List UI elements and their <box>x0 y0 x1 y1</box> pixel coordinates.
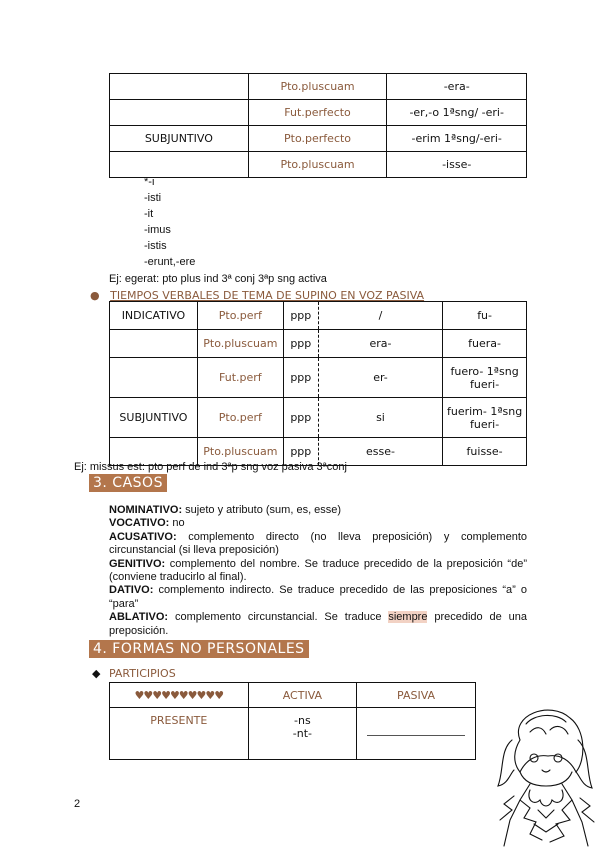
table-row <box>110 358 527 398</box>
section-heading-casos: 3. CASOS <box>89 474 167 492</box>
aux-cell <box>443 302 527 330</box>
table-row <box>110 74 527 100</box>
ppp-cell: ppp <box>283 398 318 438</box>
aux-line: fuisse- <box>466 445 503 458</box>
table-row <box>110 302 527 330</box>
casos-list <box>109 504 527 638</box>
caso-term: DATIVO: <box>109 584 154 597</box>
list-item: -imus <box>144 224 171 236</box>
caso-term: VOCATIVO: <box>109 517 170 530</box>
table-row <box>110 100 527 126</box>
ending-cell: -era- <box>387 74 527 100</box>
table-row <box>110 708 476 760</box>
ending-line: -ns <box>294 714 311 727</box>
aux-cell <box>443 358 527 398</box>
ppp-cell: ppp <box>283 358 318 398</box>
ending-cell: -erim 1ªsng/-eri- <box>387 126 527 152</box>
caso-acusativo <box>109 531 527 558</box>
caso-term: ABLATIVO: <box>109 611 169 624</box>
aux-line: fuera- <box>468 337 502 350</box>
table-row <box>110 398 527 438</box>
caso-ablativo <box>109 611 527 638</box>
participles-table <box>109 682 476 760</box>
tense-cell: Pto.pluscuam <box>197 330 283 358</box>
table-row <box>110 330 527 358</box>
list-item: -istis <box>144 240 167 252</box>
aux-cell <box>443 438 527 466</box>
tense-cell: Pto.pluscuam <box>248 152 387 178</box>
mood-cell: SUBJUNTIVO <box>110 398 198 438</box>
mood-cell <box>110 74 249 100</box>
mood-cell <box>110 152 249 178</box>
list-item: -isti <box>144 192 162 204</box>
mood-cell: SUBJUNTIVO <box>110 126 249 152</box>
hearts-header: ♥♥♥♥♥♥♥♥♥♥ <box>110 683 249 708</box>
caso-genitivo <box>109 558 527 585</box>
caso-desc: complemento circunstancial. Se traduce <box>168 611 389 624</box>
passive-supine-table <box>109 301 527 466</box>
aux-line: fueri- <box>470 377 500 391</box>
tense-cell: Pto.pluscuam <box>197 438 283 466</box>
aux-line: fu- <box>477 309 493 322</box>
caso-desc: complemento directo (no lleva preposición) y complemento circunstancial (si lleva preposición) <box>109 530 527 557</box>
bullet-item <box>92 667 176 680</box>
caso-dativo <box>109 584 527 611</box>
ppp-cell: ppp <box>283 330 318 358</box>
tense-cell: Pto.perfecto <box>248 126 387 152</box>
ppp-cell: ppp <box>283 302 318 330</box>
activa-cell <box>248 708 357 760</box>
list-item: -it <box>144 208 154 220</box>
example-text: Ej: egerat: pto plus ind 3ª conj 3ªp sng activa <box>109 273 327 285</box>
caso-desc: no <box>169 517 185 530</box>
caso-desc: precedido de una preposición. <box>109 611 527 637</box>
aux-cell <box>443 330 527 358</box>
caso-nominativo <box>109 504 527 517</box>
ending-cell: er- <box>318 358 442 398</box>
anime-girl-doodle-illustration <box>490 700 598 848</box>
table-row <box>110 126 527 152</box>
caso-desc: complemento indirecto. Se traduce precedido de las preposiciones “a” o “para” <box>109 584 527 610</box>
tense-cell: Pto.pluscuam <box>248 74 387 100</box>
list-item: -erunt,-ere <box>144 256 196 268</box>
caso-term: NOMINATIVO: <box>109 504 183 516</box>
ending-cell: / <box>318 302 442 330</box>
activa-header: ACTIVA <box>248 683 357 708</box>
subjunctive-table <box>109 73 527 178</box>
table-row <box>110 152 527 178</box>
ending-cell: -er,-o 1ªsng/ -eri- <box>387 100 527 126</box>
ending-cell: era- <box>318 330 442 358</box>
mood-cell <box>110 100 249 126</box>
ending-cell: -isse- <box>387 152 527 178</box>
bullet-heading: PARTICIPIOS <box>108 667 176 680</box>
tense-cell: Fut.perf <box>197 358 283 398</box>
ending-line: -nt- <box>292 727 312 740</box>
diamond-bullet-icon: ◆ <box>92 667 101 680</box>
pasiva-header: PASIVA <box>357 683 476 708</box>
aux-cell <box>443 398 527 438</box>
mood-cell <box>110 358 198 398</box>
caso-vocativo <box>109 517 527 530</box>
caso-term: GENITIVO: <box>109 557 166 570</box>
tense-cell: Pto.perf <box>197 398 283 438</box>
pasiva-cell <box>357 708 476 760</box>
blank-line <box>367 731 465 736</box>
ending-cell: si <box>318 398 442 438</box>
ppp-cell: ppp <box>283 438 318 466</box>
bullet-heading: TIEMPOS VERBALES DE TEMA DE SUPINO EN VOZ PASIVA <box>110 289 425 302</box>
bullet-dot-icon: ● <box>90 289 100 302</box>
caso-desc: sujeto y atributo (sum, es, esse) <box>182 504 342 516</box>
highlighted-word: siempre <box>388 611 428 624</box>
caso-term: ACUSATIVO: <box>109 530 177 543</box>
aux-line: fuerim- 1ªsng <box>446 404 523 418</box>
ending-cell: esse- <box>318 438 442 466</box>
tense-cell: Fut.perfecto <box>248 100 387 126</box>
aux-line: fueri- <box>470 417 500 431</box>
table-header-row <box>110 683 476 708</box>
mood-cell: INDICATIVO <box>110 302 198 330</box>
list-item: *-i <box>144 176 155 188</box>
section-heading-formas: 4. FORMAS NO PERSONALES <box>89 640 309 658</box>
caso-desc: complemento del nombre. Se traduce precedido de la preposición “de” (conviene traducirlo al final). <box>109 557 527 584</box>
example-text: Ej: missus est: pto perf de ind 3ªp sng voz pasiva 3ªconj <box>74 461 347 473</box>
aux-line: fuero- 1ªsng <box>450 364 519 378</box>
presente-label: PRESENTE <box>110 708 249 760</box>
page-number: 2 <box>74 798 81 810</box>
mood-cell <box>110 330 198 358</box>
perfect-endings-list <box>144 176 195 272</box>
tense-cell: Pto.perf <box>197 302 283 330</box>
